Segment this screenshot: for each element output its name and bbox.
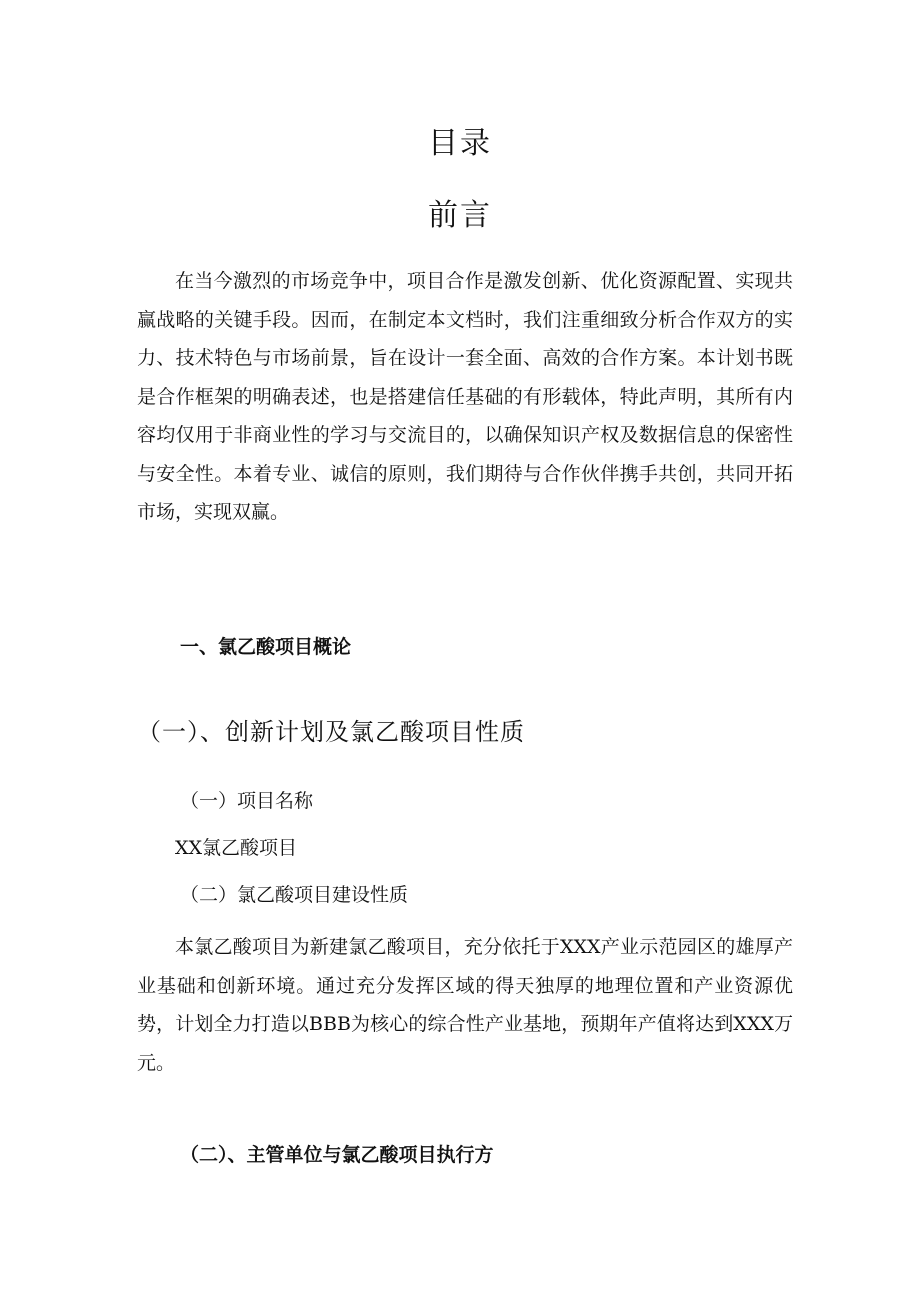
section-heading-overview: 一、氯乙酸项目概论 [180, 636, 352, 658]
preface-title: 前言 [428, 198, 492, 233]
item-heading-project-name: （一）项目名称 [180, 790, 314, 812]
toc-title: 目录 [428, 126, 492, 161]
preface-paragraph: 在当今激烈的市场竞争中，项目合作是激发创新、优化资源配置、实现共赢战略的关键手段。因而，在制定本文档时，我们注重细致分析合作双方的实力、技术特色与市场前景，旨在设计一套全面、高效的合作方案。本计划书既是合作框架的明确表述，也是搭建信任基础的有形载体，特此声明，其所有内容均仅用于非商业性的学习与交流目的，以确保知识产权及数据信息的保密性与安全性。本着专业、诚信的原则，我们期待与合作伙伴携手共创，共同开拓市场，实现双赢。 [137, 270, 793, 523]
project-name-value: XX氯乙酸项目 [175, 837, 298, 859]
subsection-heading-innovation-plan: （一）、创新计划及氯乙酸项目性质 [137, 718, 525, 746]
construction-nature-paragraph: 本氯乙酸项目为新建氯乙酸项目，充分依托于XXX产业示范园区的雄厚产业基础和创新环境。通过充分发挥区域的得天独厚的地理位置和产业资源优势，计划全力打造以BBB为核心的综合性产业基地，预期年产值将达到XXX万元。 [137, 936, 793, 1074]
subsection-heading-executing-party: （二）、主管单位与氯乙酸项目执行方 [180, 1144, 494, 1166]
item-heading-construction-nature: （二）氯乙酸项目建设性质 [180, 884, 409, 906]
